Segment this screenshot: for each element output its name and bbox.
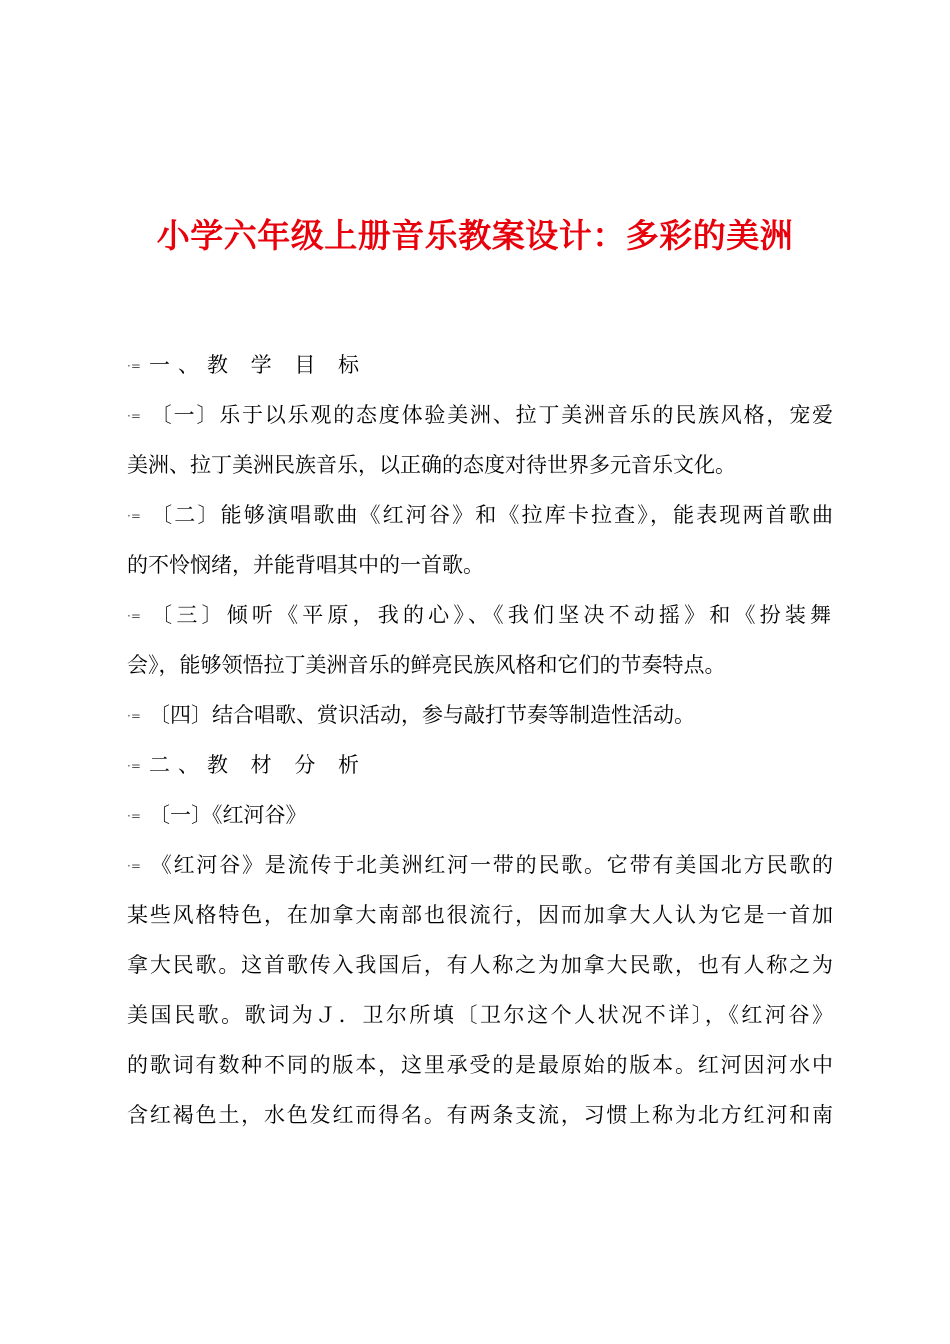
goal-1-line-2: 美洲、拉丁美洲民族音乐，以正确的态度对待世界多元音乐文化。: [127, 453, 736, 477]
goal-3-line-2: 会》，能够领悟拉丁美洲音乐的鲜亮民族风格和它们的节奏特点。: [127, 653, 726, 677]
document-body: [127, 345, 833, 1145]
goal-2-line-2: 的不怜悯绪，并能背唱其中的一首歌。: [127, 553, 484, 577]
document-title: 小学六年级上册音乐教案设计：多彩的美洲: [156, 216, 794, 255]
paragraph-line-2: 某些风格特色，在加拿大南部也很流行，因而加拿大人认为它是一首加: [127, 903, 833, 927]
paragraph-line-6: 含红褐色土，水色发红而得名。有两条支流，习惯上称为北方红河和南: [127, 1103, 833, 1127]
list-marker: ·=: [127, 359, 141, 373]
goal-1-text: 〔一〕乐于以乐观的态度体验美洲、拉丁美洲音乐的民族风格，宠爱: [149, 403, 833, 427]
list-marker: ·=: [127, 809, 141, 823]
list-marker: ·=: [127, 409, 141, 423]
goal-1-line-1: [127, 395, 833, 445]
goal-3-line-1: [127, 595, 833, 645]
paragraph-line-5: 的歌词有数种不同的版本，这里承受的是最原始的版本。红河因河水中: [127, 1053, 833, 1077]
list-marker: ·=: [127, 759, 141, 773]
goal-4: [127, 695, 833, 745]
paragraph-line-4: 美国民歌。歌词为Ｊ．卫尔所填〔卫尔这个人状况不详〕，《红河谷》: [127, 1003, 833, 1027]
goal-2-line-1: [127, 495, 833, 545]
goal-4-text: 〔四〕结合唱歌、赏识活动，参与敲打节奏等制造性活动。: [149, 703, 695, 727]
subheading-text: 〔一〕《红河谷》: [149, 803, 307, 827]
section-heading-goals: [127, 345, 833, 395]
list-marker: ·=: [127, 709, 141, 723]
list-marker: ·=: [127, 609, 141, 623]
section-heading-analysis: [127, 745, 833, 795]
paragraph-text: 《红河谷》是流传于北美洲红河一带的民歌。它带有美国北方民歌的: [149, 853, 833, 877]
paragraph-line-3: 拿大民歌。这首歌传入我国后，有人称之为加拿大民歌，也有人称之为: [127, 953, 833, 977]
subheading-song: [127, 795, 833, 845]
goal-2-text: 〔二〕能够演唱歌曲《红河谷》和《拉库卡拉查》，能表现两首歌曲: [149, 503, 833, 527]
list-marker: ·=: [127, 859, 141, 873]
heading-text: 二、教 材 分 析: [149, 753, 368, 777]
goal-3-text: 〔三〕倾听《平原，我的心》、《我们坚决不动摇》和《扮装舞: [149, 603, 833, 627]
heading-text: 一、教 学 目 标: [149, 353, 368, 377]
list-marker: ·=: [127, 509, 141, 523]
paragraph-line-1: [127, 845, 833, 895]
